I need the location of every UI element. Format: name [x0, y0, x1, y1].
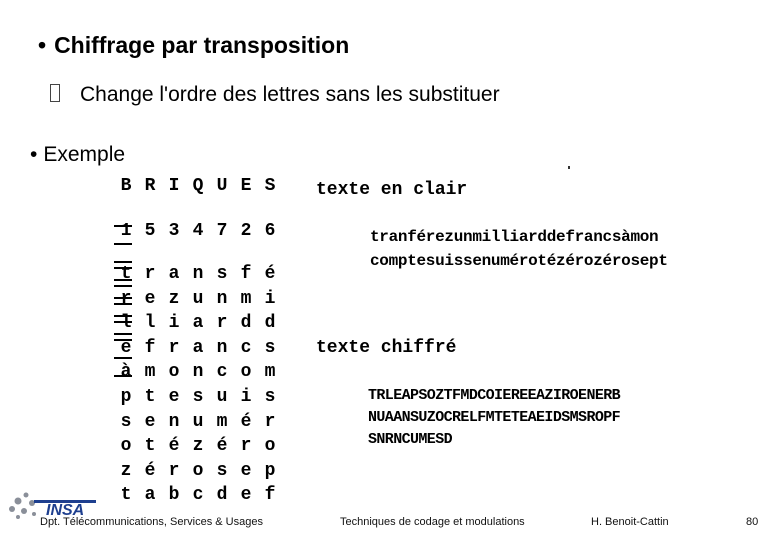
- grid-cell: a: [168, 264, 180, 284]
- footer-page-number: 80: [746, 516, 759, 528]
- grid-cell: s: [264, 387, 276, 407]
- grid-cell: s: [216, 264, 228, 284]
- slide-subtitle: Change l'ordre des lettres sans les substituer: [50, 83, 500, 107]
- grid-cell: i: [168, 313, 180, 334]
- grid-cell: z: [120, 460, 132, 481]
- grid-cell: a: [192, 313, 204, 334]
- ciphertext-line-1: TRLEAPSOZTFMDCOIEREEAZIROENERB: [368, 387, 621, 404]
- grid-cell: u: [192, 411, 204, 432]
- key-letter: E: [240, 176, 252, 196]
- grid-cell: f: [144, 337, 156, 358]
- grid-cell: t: [120, 485, 132, 506]
- plaintext-line-1: tranférezunmilliarddefrancsàmon: [370, 228, 659, 246]
- grid-cell: b: [168, 485, 180, 506]
- key-word-row: [114, 176, 282, 196]
- grid-cell: n: [216, 288, 228, 309]
- grid-row: [114, 461, 282, 481]
- scan-speck: [568, 166, 570, 169]
- grid-cell: s: [264, 337, 276, 358]
- dash-mark: [114, 285, 132, 287]
- key-letter: B: [120, 176, 132, 196]
- grid-cell: n: [192, 362, 204, 383]
- grid-cell: d: [216, 485, 228, 506]
- footer-department: Dpt. Télécommunications, Services & Usages: [40, 516, 263, 528]
- grid-cell: s: [120, 411, 132, 432]
- grid-row: [114, 338, 282, 358]
- grid-cell: n: [192, 264, 204, 284]
- dash-mark: [114, 243, 132, 245]
- grid-cell: i: [240, 387, 252, 407]
- key-letter: I: [168, 176, 180, 196]
- ciphertext-line-3: SNRNCUMESD: [368, 431, 453, 448]
- grid-cell: à: [120, 362, 132, 383]
- slide-title: • Chiffrage par transposition: [38, 32, 350, 58]
- grid-cell: l: [144, 313, 156, 334]
- grid-row: [114, 412, 282, 432]
- grid-row: [114, 387, 282, 407]
- key-letter: Q: [192, 176, 204, 196]
- grid-cell: é: [144, 460, 156, 481]
- grid-cell: é: [216, 436, 228, 457]
- grid-cell: é: [240, 411, 252, 432]
- grid-cell: p: [120, 387, 132, 407]
- footer-course: Techniques de codage et modulations: [340, 516, 525, 528]
- grid-cell: m: [144, 362, 156, 383]
- grid-row: [114, 313, 282, 333]
- example-heading: • Exemple: [30, 143, 126, 166]
- bullet-icon: •: [38, 32, 47, 58]
- key-number: 7: [216, 221, 228, 241]
- grid-cell: e: [240, 485, 252, 506]
- grid-cell: r: [264, 411, 276, 432]
- grid-row: [114, 289, 282, 309]
- grid-cell: p: [264, 460, 276, 481]
- grid-cell: l: [120, 313, 132, 334]
- key-number: 6: [264, 221, 276, 241]
- plaintext-label: texte en clair: [316, 180, 468, 200]
- grid-cell: c: [192, 485, 204, 506]
- grid-cell: z: [168, 288, 180, 309]
- plaintext-line-2: comptesuissenumérotézérozérosept: [370, 252, 668, 270]
- grid-row: [114, 485, 282, 505]
- grid-cell: e: [144, 288, 156, 309]
- grid-cell: é: [264, 264, 276, 284]
- grid-cell: s: [192, 387, 204, 407]
- grid-cell: t: [144, 387, 156, 407]
- key-number: 1: [120, 221, 132, 241]
- footer-author: H. Benoit-Cattin: [591, 516, 669, 528]
- grid-cell: e: [168, 387, 180, 407]
- grid-cell: u: [216, 387, 228, 407]
- grid-cell: a: [192, 337, 204, 358]
- key-number: 3: [168, 221, 180, 241]
- grid-cell: n: [168, 411, 180, 432]
- key-letter: S: [264, 176, 276, 196]
- grid-cell: u: [192, 288, 204, 309]
- key-number: 5: [144, 221, 156, 241]
- key-letter: U: [216, 176, 228, 196]
- key-number-row: [114, 221, 282, 241]
- grid-cell: a: [144, 485, 156, 506]
- grid-cell: n: [216, 337, 228, 358]
- grid-cell: t: [120, 264, 132, 284]
- grid-cell: o: [192, 460, 204, 481]
- grid-cell: o: [240, 362, 252, 383]
- grid-cell: m: [216, 411, 228, 432]
- grid-cell: f: [240, 264, 252, 284]
- grid-cell: r: [216, 313, 228, 334]
- grid-cell: c: [216, 362, 228, 383]
- grid-row: [114, 436, 282, 456]
- grid-cell: r: [168, 460, 180, 481]
- svg-text:INSA: INSA: [46, 502, 85, 519]
- grid-cell: o: [120, 436, 132, 457]
- grid-cell: e: [120, 337, 132, 358]
- grid-cell: r: [144, 264, 156, 284]
- grid-cell: é: [168, 436, 180, 457]
- key-number: 4: [192, 221, 204, 241]
- grid-cell: e: [144, 411, 156, 432]
- grid-row: [114, 264, 282, 284]
- grid-cell: c: [240, 337, 252, 358]
- grid-row: [114, 362, 282, 382]
- grid-cell: e: [240, 460, 252, 481]
- ciphertext-line-2: NUAANSUZOCRELFMTETEAEIDSMSROPF: [368, 409, 621, 426]
- grid-cell: r: [168, 337, 180, 358]
- grid-cell: s: [216, 460, 228, 481]
- grid-cell: r: [120, 288, 132, 309]
- grid-cell: o: [168, 362, 180, 383]
- key-letter: R: [144, 176, 156, 196]
- grid-cell: m: [240, 288, 252, 309]
- grid-cell: t: [144, 436, 156, 457]
- missing-glyph-bullet-icon: [50, 84, 60, 102]
- key-number: 2: [240, 221, 252, 241]
- grid-cell: d: [240, 313, 252, 334]
- grid-cell: f: [264, 485, 276, 506]
- grid-cell: m: [264, 362, 276, 383]
- grid-cell: o: [264, 436, 276, 457]
- ciphertext-label: texte chiffré: [316, 338, 457, 358]
- bullet-icon: •: [30, 143, 38, 166]
- grid-cell: d: [264, 313, 276, 334]
- grid-cell: i: [264, 288, 276, 309]
- grid-cell: z: [192, 436, 204, 457]
- grid-cell: r: [240, 436, 252, 457]
